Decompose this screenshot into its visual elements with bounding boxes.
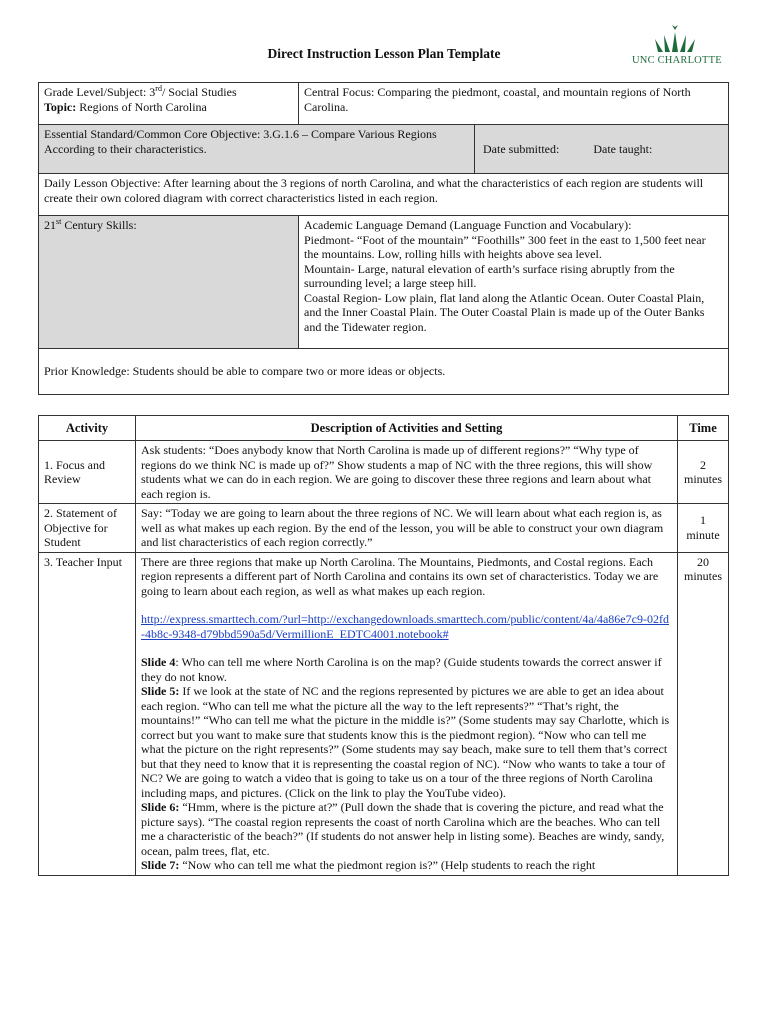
- slide-7-text: Slide 7: “Now who can tell me what the piedmont region is?” (Help students to reach the right: [141, 858, 596, 872]
- date-submitted: Date submitted:: [483, 141, 560, 156]
- slide-4-text: Slide 4: Who can tell me where North Carolina is on the map? (Guide students towards the correct answer if they do not know.: [141, 655, 662, 684]
- academic-heading: Academic Language Demand (Language Function and Vocabulary):: [304, 218, 632, 232]
- piedmont-definition: Piedmont- “Foot of the mountain” “Foothills” 300 feet in the east to 1,500 feet near the mountains. Low, rolling hills with heights above sea level.: [304, 232, 706, 261]
- topic-value: Regions of North Carolina: [76, 99, 207, 114]
- unc-charlotte-logo: [632, 24, 722, 66]
- grade-cell: [39, 83, 299, 125]
- grade-subject: / Social Studies: [161, 85, 237, 99]
- activity-header: Activity: [39, 416, 136, 441]
- century-skills: 21st Century Skills:: [39, 216, 299, 349]
- prior-knowledge: Prior Knowledge: Students should be able to compare two or more ideas or objects.: [39, 349, 729, 395]
- slide-6-text: Slide 6: “Hmm, where is the picture at?” (Pull down the shade that is covering the picture, and read what the picture says). “The coastal region represents the coast of north Carolina which are the beaches. Who can tell me a characteristic of the beach?” (If students do not answer help in listing some). Beaches are windy, sandy, ocean, palm trees, flat, etc.: [141, 800, 665, 858]
- smarttech-link[interactable]: http://express.smarttech.com/?url=http://exchangedownloads.smarttech.com/public/content/4a/4a86e7c9-02fd-4b8c-9348-d79bbd590a5d/VermillionE_EDTC4001.notebook#: [141, 612, 669, 641]
- daily-objective: Daily Lesson Objective: After learning about the 3 regions of north Carolina, and what the characteristics of each region are students will create their own colored diagram with correct characteristics listed in each region.: [39, 174, 729, 216]
- grade-label: Grade Level/Subject: 3: [44, 85, 156, 99]
- crown-icon: [652, 24, 698, 54]
- activity-description: Ask students: “Does anybody know that North Carolina is made up of different regions?” “Why type of regions do we think NC is made up of?” Show students a map of NC with the three regions, this will show students what we can do in each region. We are going to discover these three regions and learn about what each region is.: [136, 441, 678, 504]
- activities-table: [38, 415, 729, 876]
- description-header: Description of Activities and Setting: [136, 416, 678, 441]
- central-focus: Central Focus: Comparing the piedmont, coastal, and mountain regions of North Carolina.: [299, 83, 729, 125]
- activity-name: 1. Focus and Review: [39, 441, 136, 504]
- activity-name: 2. Statement of Objective for Student: [39, 504, 136, 553]
- activity-time: 2 minutes: [678, 441, 729, 504]
- activity-time: 20 minutes: [678, 552, 729, 875]
- table-row: [39, 552, 729, 875]
- activity-description: Say: “Today we are going to learn about the three regions of NC. We will learn about what each region is, as well as what makes up each region. By the end of the lesson, you will be able to construct your own diagram and list characteristics of each region correctly.”: [136, 504, 678, 553]
- time-header: Time: [678, 416, 729, 441]
- academic-language: [299, 216, 729, 349]
- topic-label: Topic:: [44, 99, 77, 114]
- coastal-definition: Coastal Region- Low plain, flat land along the Atlantic Ocean. Outer Coastal Plain, and the Inner Coastal Plain. The Outer Coastal Plain is made up of the Outer Banks and the Tidewater region.: [304, 290, 705, 334]
- table-row: [39, 504, 729, 553]
- mountain-definition: Mountain- Large, natural elevation of earth’s surface rising abruptly from the surrounding level; a large steep hill.: [304, 261, 675, 290]
- activity-name: 3. Teacher Input: [39, 552, 136, 875]
- activity-time: 1 minute: [678, 504, 729, 553]
- table-row: [39, 441, 729, 504]
- document-title: Direct Instruction Lesson Plan Template: [267, 46, 501, 61]
- lesson-info-table: [38, 82, 729, 395]
- dates-cell: [475, 125, 729, 174]
- date-taught: Date taught:: [593, 141, 653, 156]
- objective: Essential Standard/Common Core Objective: 3.G.1.6 – Compare Various Regions According to their characteristics.: [39, 125, 475, 174]
- grade-superscript: rd: [155, 84, 162, 93]
- activity-description: [136, 552, 678, 875]
- logo-text: UNC CHARLOTTE: [632, 55, 722, 66]
- slide-5-text: Slide 5: If we look at the state of NC and the regions represented by pictures we are able to get an idea about each region. “Who can tell me what the picture all the way to the left represents?” “That’s right, the mountains!” “Who can tell me what the picture in the middle is?” (Some students may say Charlotte, which is correct but you want to make sure that students know this is the piedmont region). “Now who can tell me what the picture on the right represents?” (Some students may say beach, make sure to tell them that’s correct but that they need to know that it is representing the coastal region of NC). “Now who wants to take a tour of NC? We are going to watch a video that is going to take us on a tour of the three regions of North Carolina including maps, and pictures. (Click on the link to play the YouTube video).: [141, 684, 670, 800]
- teacher-input-intro: There are three regions that make up North Carolina. The Mountains, Piedmonts, and Costal regions. Each region represents a different part of North Carolina and contains its own set of characteristics. Today we are going to learn about each region, as well as what makes up each region.: [141, 554, 659, 598]
